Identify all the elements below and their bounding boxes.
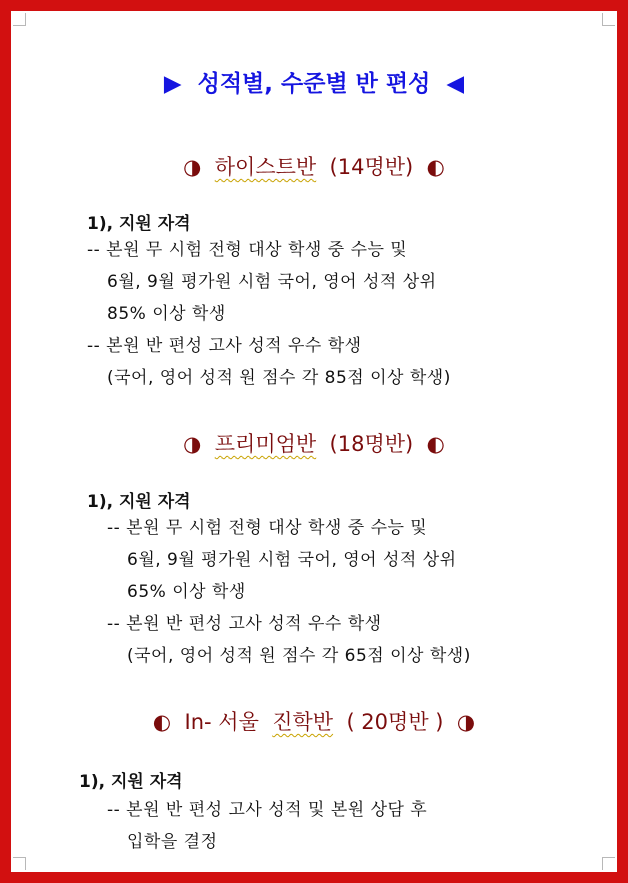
text-line: (국어, 영어 성적 원 점수 각 65점 이상 학생) [127, 646, 471, 666]
half-circle-icon: ◑ [456, 710, 476, 734]
corner-mark [602, 857, 615, 870]
section-title-in-seoul [11, 706, 617, 736]
half-circle-icon: ◑ [183, 155, 202, 179]
text-line: 6월, 9월 평가원 시험 국어, 영어 성적 상위 [107, 272, 437, 292]
half-circle-icon: ◑ [183, 432, 202, 456]
text-line: -- 본원 무 시험 전형 대상 학생 중 수능 및 [107, 518, 428, 538]
section-subtitle: 1), 지원 자격 [87, 214, 191, 234]
left-triangle-icon: ◀ [446, 71, 465, 97]
section-count: (18명반) [329, 432, 414, 456]
page-title-text: 성적별, 수준별 반 편성 [197, 71, 431, 97]
text-line: -- 본원 반 편성 고사 성적 우수 학생 [87, 336, 362, 356]
section-subtitle: 1), 지원 자격 [87, 492, 191, 512]
text-line: 입학을 결정 [127, 832, 218, 852]
section-title-premium [11, 428, 617, 458]
text-line: 65% 이상 학생 [127, 582, 246, 602]
text-line: 6월, 9월 평가원 시험 국어, 영어 성적 상위 [127, 550, 457, 570]
right-triangle-icon: ▶ [163, 71, 182, 97]
section-prefix: In- 서울 [184, 710, 259, 734]
section-title-highest [11, 151, 617, 181]
section-subtitle: 1), 지원 자격 [79, 772, 183, 792]
page-title [11, 65, 617, 98]
section-count: (14명반) [329, 155, 414, 179]
corner-mark [13, 857, 26, 870]
text-line: -- 본원 무 시험 전형 대상 학생 중 수능 및 [87, 240, 408, 260]
text-line: -- 본원 반 편성 고사 성적 우수 학생 [107, 614, 382, 634]
text-line: -- 본원 반 편성 고사 성적 및 본원 상담 후 [107, 800, 428, 820]
half-circle-icon: ◐ [426, 432, 445, 456]
corner-mark [602, 13, 615, 26]
text-line: 85% 이상 학생 [107, 304, 226, 324]
section-count: ( 20명반 ) [346, 710, 444, 734]
text-line: (국어, 영어 성적 원 점수 각 85점 이상 학생) [107, 368, 451, 388]
half-circle-icon: ◐ [152, 710, 172, 734]
section-name: 하이스트반 [214, 155, 317, 179]
section-name: 진학반 [272, 710, 334, 734]
corner-mark [13, 13, 26, 26]
section-name: 프리미엄반 [214, 432, 317, 456]
half-circle-icon: ◐ [426, 155, 445, 179]
